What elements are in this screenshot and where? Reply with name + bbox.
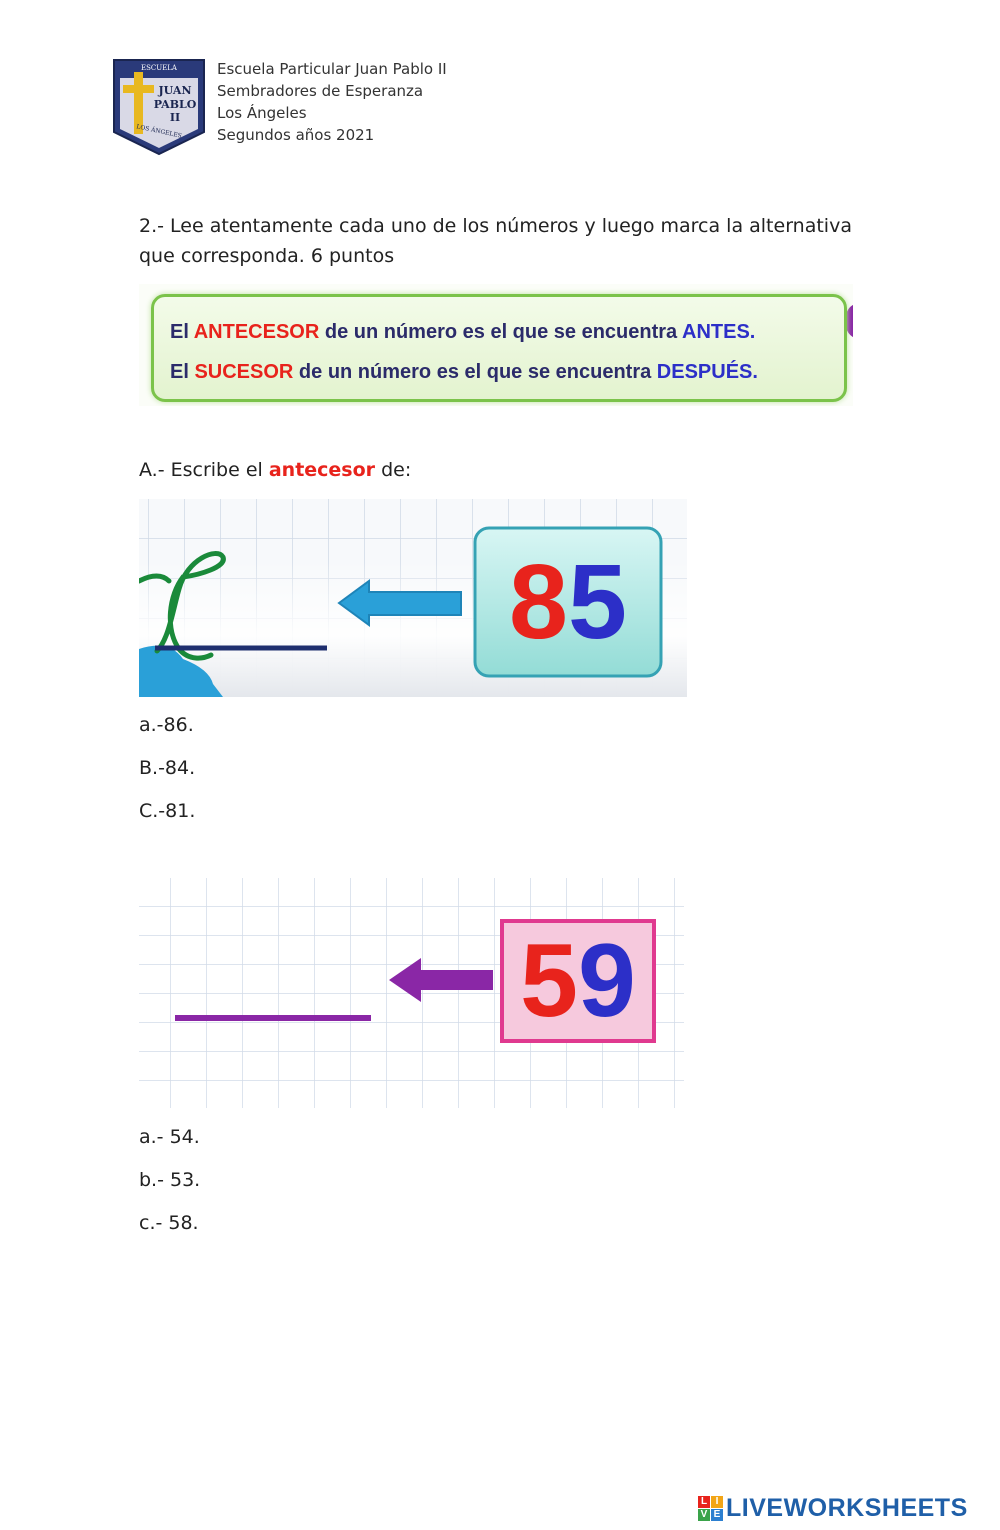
question-line-1: 2.- Lee atentamente cada uno de los números y luego marca la alternativa [139, 215, 852, 237]
section-a-prefix: A.- Escribe el [139, 459, 269, 481]
definition-box [151, 294, 847, 402]
liveworksheets-badge [698, 1496, 723, 1521]
exercise-2-units: 9 [578, 923, 636, 1039]
logo-text-top: ESCUELA [141, 64, 177, 72]
badge-letter-i: I [711, 1496, 723, 1508]
school-name: Escuela Particular Juan Pablo II [217, 60, 447, 78]
question-line-2: que corresponda. 6 puntos [139, 245, 395, 267]
def1-end: ANTES. [682, 321, 756, 343]
section-a-instruction [139, 455, 411, 485]
exercise-2-number [502, 921, 654, 1041]
liveworksheets-brand: LIVEWORKSHEETS [726, 1494, 968, 1522]
exercise-1-number [475, 528, 661, 676]
section-a-keyword: antecesor [268, 459, 376, 481]
section-a-suffix: de: [375, 459, 412, 481]
exercise-2-option-c[interactable]: c.- 58. [139, 1212, 199, 1234]
exercise-2-tens: 5 [520, 923, 578, 1039]
liveworksheets-logo[interactable] [698, 1494, 968, 1523]
def2-prefix: El [170, 361, 195, 383]
definition-sucesor [170, 361, 758, 384]
badge-letter-e: E [711, 1509, 723, 1521]
school-grade: Segundos años 2021 [217, 126, 375, 144]
definition-antecesor [170, 321, 755, 344]
school-logo [112, 58, 206, 156]
exercise-1-tens: 8 [509, 543, 568, 661]
exercise-1-option-b[interactable]: B.-84. [139, 757, 196, 779]
school-info [217, 58, 447, 146]
def1-middle: de un número es el que se encuentra [319, 321, 682, 343]
exercise-1-option-a[interactable]: a.-86. [139, 714, 194, 736]
definition-panel [139, 284, 853, 406]
def1-keyword: ANTECESOR [193, 321, 320, 343]
def1-prefix: El [170, 321, 194, 343]
badge-letter-v: V [698, 1509, 710, 1521]
exercise-2-option-b[interactable]: b.- 53. [139, 1169, 201, 1191]
logo-text-mid2: PABLO [153, 98, 197, 111]
def2-end: DESPUÉS. [656, 361, 758, 383]
exercise-1-units: 5 [568, 543, 627, 661]
logo-text-bottom: LOS ÁNGELES [135, 123, 183, 140]
exercise-1-option-c[interactable]: C.-81. [139, 800, 196, 822]
exercise-2-image [139, 878, 684, 1108]
school-motto: Sembradores de Esperanza [217, 82, 424, 100]
def2-middle: de un número es el que se encuentra [293, 361, 657, 383]
exercise-1-image [139, 499, 687, 697]
logo-text-mid1: JUAN [158, 84, 192, 97]
school-city: Los Ángeles [217, 104, 307, 122]
exercise-2-option-a[interactable]: a.- 54. [139, 1126, 200, 1148]
logo-text-mid3: II [169, 111, 181, 124]
badge-letter-l: L [698, 1496, 710, 1508]
def2-keyword: SUCESOR [194, 361, 294, 383]
